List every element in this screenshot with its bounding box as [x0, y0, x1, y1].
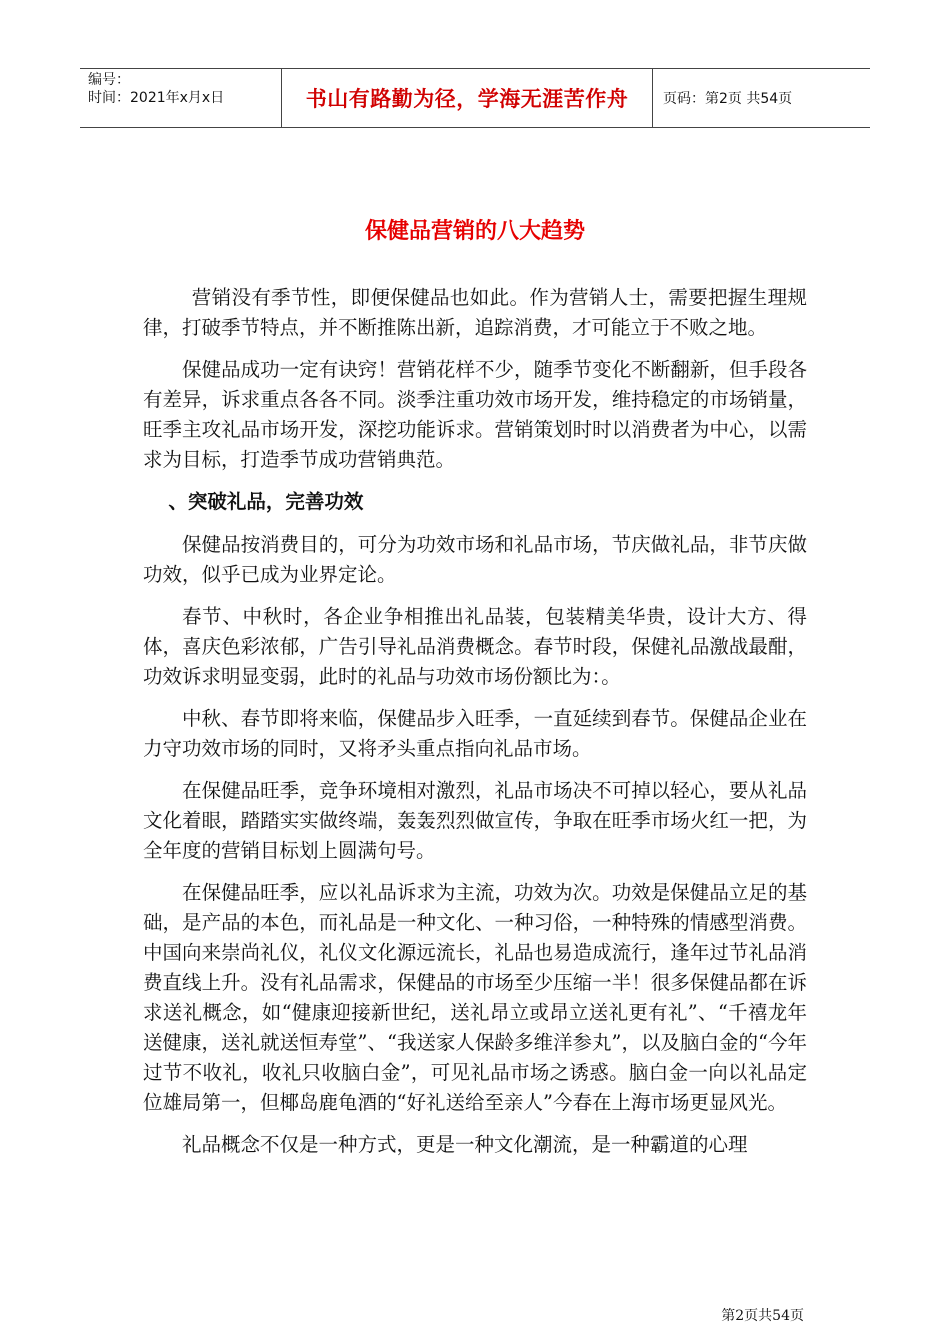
paragraph: 礼品概念不仅是一种方式，更是一种文化潮流，是一种霸道的心理 — [182, 1133, 748, 1156]
paragraph: 在保健品旺季，竞争环境相对激烈，礼品市场决不可掉以轻心，要从礼品文化着眼，踏踏实实做终端，轰轰烈烈做宣传，争取在旺季市场火红一把，为全年度的营销目标划上圆满句号。 — [143, 779, 807, 862]
header-number: 编号： — [88, 72, 130, 88]
header-time: 时间：2021年x月x日 — [88, 90, 225, 106]
paragraph: 保健品成功一定有诀窍！营销花样不少，随季节变化不断翻新，但手段各有差异，诉求重点各各不同。淡季注重功效市场开发，维持稳定的市场销量，旺季主攻礼品市场开发，深挖功能诉求。营销策划时时以消费者为中心，以需求为目标，打造季节成功营销典范。 — [143, 358, 807, 471]
section-heading: 、突破礼品，完善功效 — [168, 490, 364, 513]
header-meta — [80, 69, 281, 127]
page-footer: 第2页共54页 — [721, 1308, 804, 1324]
header-page-number: 页码：第2页 共54页 — [663, 91, 793, 107]
paragraph: 中秋、春节即将来临，保健品步入旺季，一直延续到春节。保健品企业在力守功效市场的同时，又将矛头重点指向礼品市场。 — [143, 707, 807, 760]
paragraph: 春节、中秋时，各企业争相推出礼品装，包装精美华贵，设计大方、得体，喜庆色彩浓郁，广告引导礼品消费概念。春节时段，保健礼品激战最酣，功效诉求明显变弱，此时的礼品与功效市场份额比为：。 — [143, 605, 807, 688]
header-page-cell — [653, 69, 870, 127]
paragraph: 在保健品旺季，应以礼品诉求为主流，功效为次。功效是保健品立足的基础，是产品的本色，而礼品是一种文化、一种习俗，一种特殊的情感型消费。中国向来崇尚礼仪，礼仪文化源远流长，礼品也易造成流行，逢年过节礼品消费直线上升。没有礼品需求，保健品的市场至少压缩一半！很多保健品都在诉求送礼概念，如“健康迎接新世纪，送礼昂立或昂立送礼更有礼”、“千禧龙年送健康，送礼就送恒寿堂”、“我送家人保龄多维洋参丸”，以及脑白金的“今年过节不收礼，收礼只收脑白金”，可见礼品市场之诱惑。脑白金一向以礼品定位雄局第一，但椰岛鹿龟酒的“好礼送给至亲人”今春在上海市场更显风光。 — [143, 881, 807, 1114]
paragraph: 保健品按消费目的，可分为功效市场和礼品市场，节庆做礼品，非节庆做功效，似乎已成为业界定论。 — [143, 533, 807, 586]
paragraph: 营销没有季节性，即便保健品也如此。作为营销人士，需要把握生理规律，打破季节特点，并不断推陈出新，追踪消费，才可能立于不败之地。 — [143, 286, 807, 339]
document-title: 保健品营销的八大趋势 — [364, 219, 585, 244]
document-body — [143, 283, 807, 1172]
header-motto: 书山有路勤为径，学海无涯苦作舟 — [281, 69, 653, 127]
page-header — [80, 68, 870, 128]
